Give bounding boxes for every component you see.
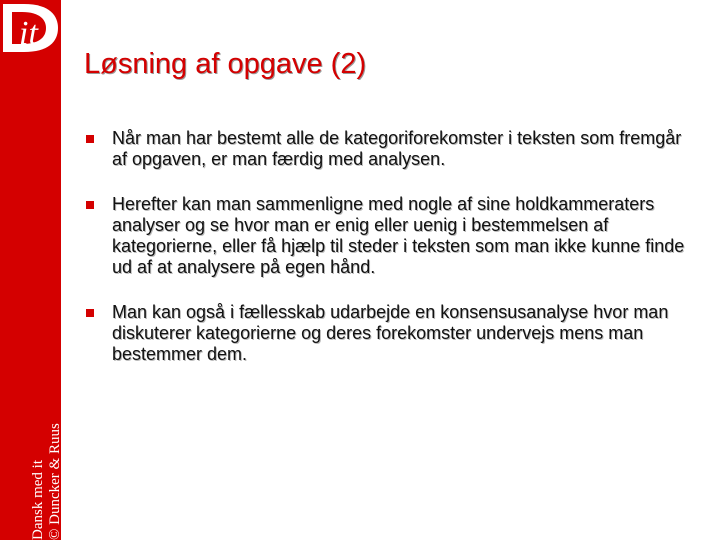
bullet-list [86, 128, 696, 365]
bullet-item-1 [86, 128, 696, 170]
bullet-text: Man kan også i fællesskab udarbejde en konsensusanalyse hvor man diskuterer kategorierne og deres forekomster undervejs mens man bestemmer dem. [112, 302, 669, 364]
square-bullet-icon [86, 135, 94, 143]
slide-title: Løsning af opgave (2) [84, 48, 367, 80]
bullet-text: Herefter kan man sammenligne med nogle af sine holdkammeraters analyser og se hvor man er enig eller uenig i bestemmelsen af kategorierne, eller få hjælp til steder i teksten som man ikke kunne finde ud af at analysere på egen hånd. [112, 194, 685, 277]
logo [0, 0, 61, 56]
square-bullet-icon [86, 201, 94, 209]
bullet-item-3 [86, 302, 696, 365]
course-name: Dansk med it [30, 460, 46, 540]
sidebar [0, 0, 61, 540]
copyright-notice: © Duncker & Ruus [47, 423, 63, 540]
copyright-vertical [30, 370, 64, 540]
bullet-item-2 [86, 194, 696, 278]
bullet-text: Når man har bestemt alle de kategoriforekomster i teksten som fremgår af opgaven, er man færdig med analysen. [112, 128, 682, 169]
dit-logo-icon [0, 0, 61, 56]
square-bullet-icon [86, 309, 94, 317]
svg-text:it: it [19, 15, 38, 52]
